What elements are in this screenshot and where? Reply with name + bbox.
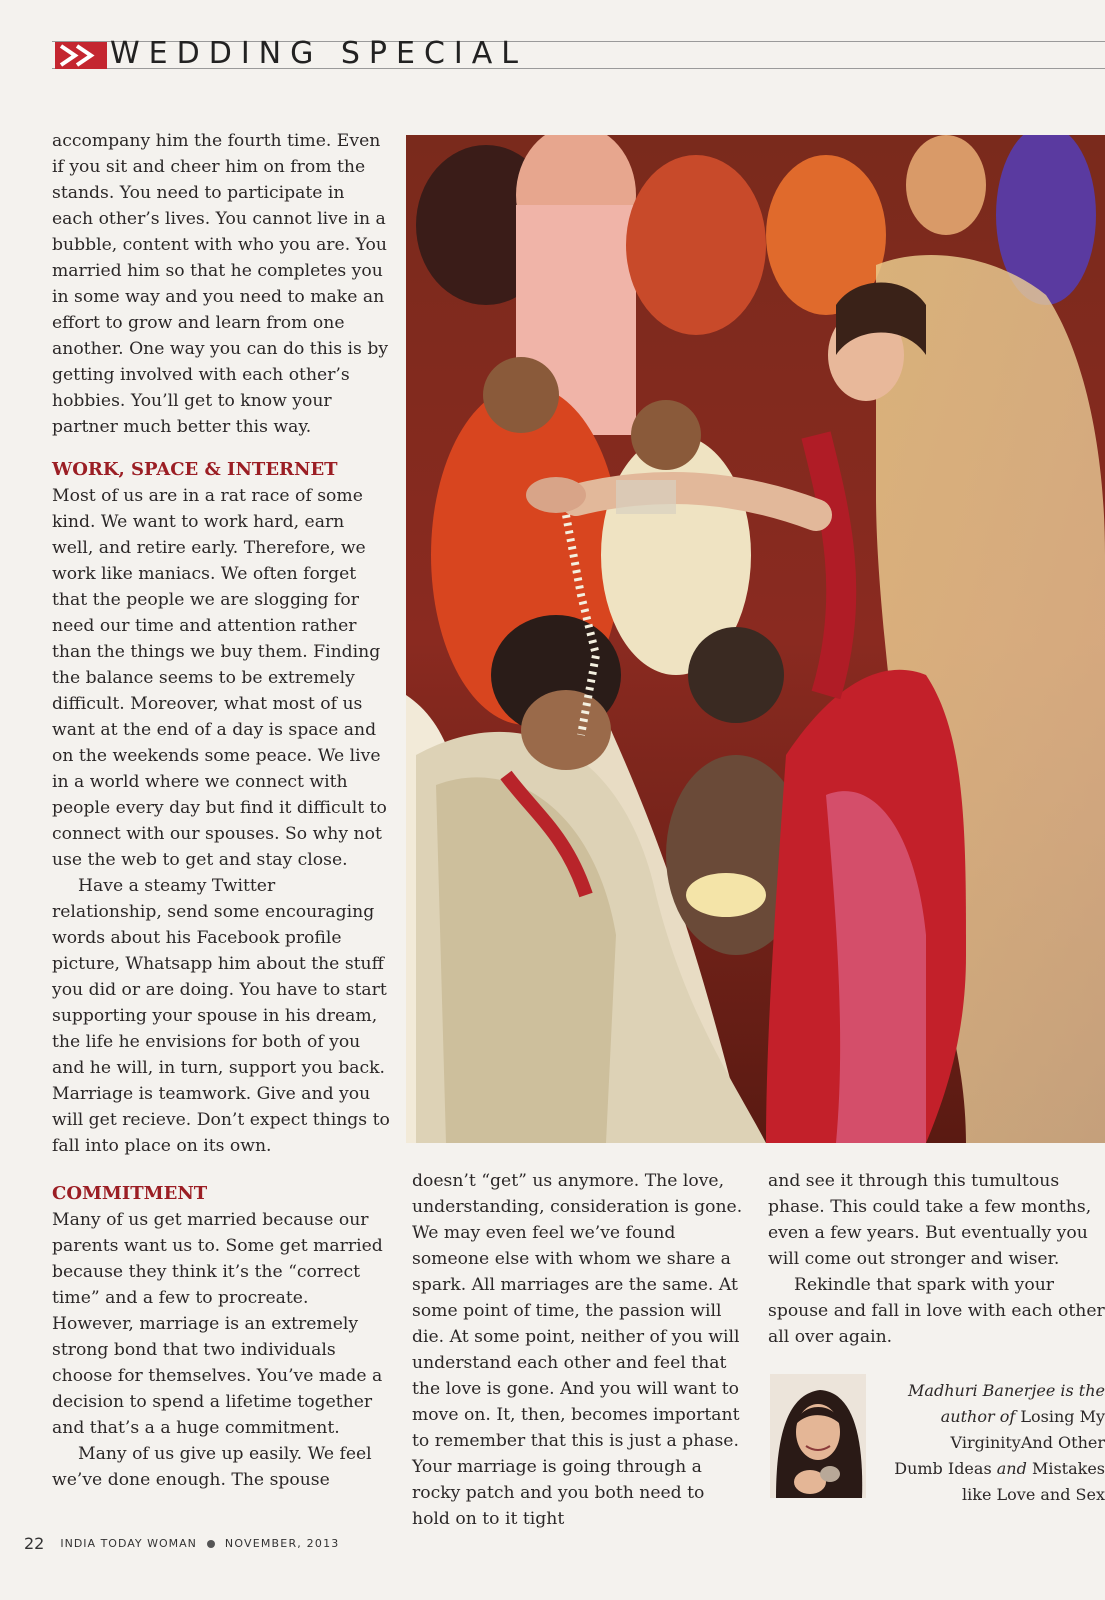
- bullet-dot-icon: [207, 1540, 215, 1548]
- bio-and: and: [996, 1459, 1027, 1478]
- paragraph: Most of us are in a rat race of some kind. We want to work hard, earn well, and retire early. Therefore, we work like maniacs. We often forget that the people we are slogging for need our time and attention rather than the things we buy them. Finding the balance seems to be extremely difficult. Moreover, what most of us want at the end of a day is space and on the weekends some peace. We live in a world where we connect with people every day but find it difficult to connect with our spouses. So why not use the web to get and stay close.: [52, 486, 387, 870]
- paragraph: accompany him the fourth time. Even if you sit and cheer him on from the stands. You need to participate in each other’s lives. You cannot live in a bubble, content with who you are. You married him so that he completes you in some way and you need to make an effort to grow and learn from one another. One way you can do this is by getting involved with each other’s hobbies. You’ll get to know your partner much better this way.: [52, 131, 389, 437]
- bio-book-2: Dumb Ideas: [894, 1459, 992, 1478]
- paragraph: and see it through this tumultous phase. This could take a few months, even a few years. But eventually you will come out stronger and wiser.: [768, 1171, 1092, 1269]
- page-footer: [24, 1534, 339, 1553]
- wedding-ceremony-photo: [406, 135, 1105, 1143]
- page-number: 22: [24, 1534, 45, 1553]
- double-chevron-icon: [55, 42, 107, 69]
- article-column-3: [768, 1168, 1105, 1350]
- article-column-1: [52, 128, 390, 1493]
- article-column-2: [412, 1168, 744, 1532]
- bio-book-1: Losing My VirginityAnd Other: [950, 1407, 1105, 1452]
- bio-role: author of: [940, 1407, 1016, 1426]
- paragraph: Many of us get married because our parents want us to. Some get married because they think it’s the “correct time” and a few to procreate. However, marriage is an extremely strong bond that two individuals choose for themselves. You’ve made a decision to spend a lifetime together and that’s a a huge commitment.: [52, 1210, 383, 1438]
- paragraph: Many of us give up easily. We feel we’ve done enough. The spouse: [52, 1444, 372, 1490]
- magazine-name: INDIA TODAY WOMAN: [60, 1537, 197, 1550]
- paragraph: Rekindle that spark with your spouse and fall in love with each other all over again.: [768, 1275, 1105, 1347]
- paragraph: doesn’t “get” us anymore. The love, understanding, consideration is gone. We may even feel we’ve found someone else with whom we share a spark. All marriages are the same. At some point of time, the passion will die. At some point, neither of you will understand each other and feel that the love is gone. And you will want to move on. It, then, becomes important to remember that this is just a phase. Your marriage is going through a rocky patch and you both need to hold on to it tight: [412, 1171, 743, 1529]
- paragraph: Have a steamy Twitter relationship, send some encouraging words about his Facebook profile picture, Whatsapp him about the stuff you did or are doing. You have to start supporting your spouse in his dream, the life he envisions for both of you and he will, in turn, support you back. Marriage is teamwork. Give and you will get recieve. Don’t expect things to fall into place on its own.: [52, 876, 390, 1156]
- author-photo: [770, 1374, 866, 1498]
- bio-book-3: Mistakes like Love and Sex: [962, 1459, 1105, 1504]
- author-bio: [884, 1378, 1105, 1508]
- bio-name: Madhuri Banerjee is the: [908, 1381, 1105, 1400]
- subheading-work-space-internet: WORK, SPACE & INTERNET: [52, 459, 338, 480]
- section-title: WEDDING SPECIAL: [110, 36, 528, 71]
- issue-date: NOVEMBER, 2013: [224, 1537, 340, 1550]
- subheading-commitment: COMMITMENT: [52, 1183, 208, 1204]
